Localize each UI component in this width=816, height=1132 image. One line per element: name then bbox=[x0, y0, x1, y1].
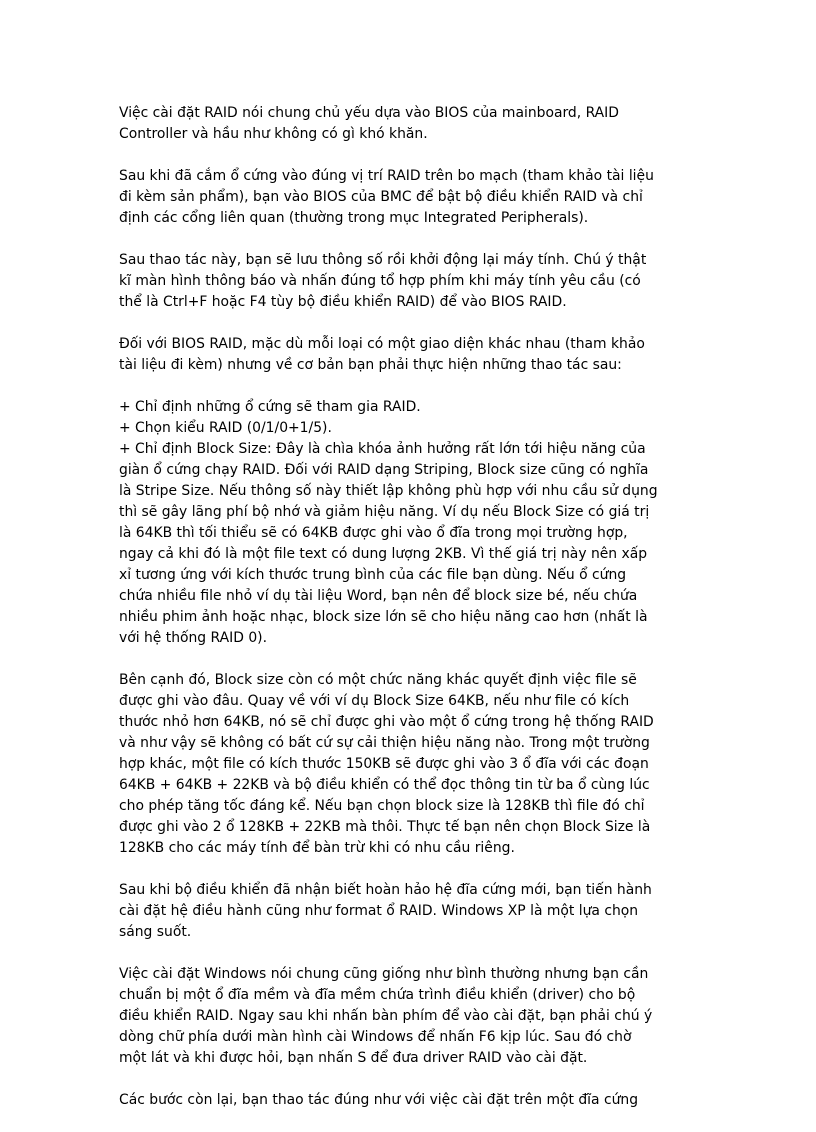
paragraph-os-install bbox=[119, 880, 709, 943]
paragraph-intro bbox=[119, 103, 709, 145]
text-line: Sau khi bộ điều khiển đã nhận biết hoàn hảo hệ đĩa cứng mới, bạn tiến hành bbox=[119, 882, 652, 898]
list-item: + Chỉ định những ổ cứng sẽ tham gia RAID. bbox=[119, 399, 421, 415]
text-line: và như vậy sẽ không có bất cứ sự cải thiện hiệu năng nào. Trong một trường bbox=[119, 735, 650, 751]
text-line: điều khiển RAID. Ngay sau khi nhấn bàn phím để vào cài đặt, bạn phải chú ý bbox=[119, 1008, 653, 1024]
text-line: Đối với BIOS RAID, mặc dù mỗi loại có một giao diện khác nhau (tham khảo bbox=[119, 336, 645, 352]
paragraph-remaining-steps bbox=[119, 1090, 709, 1111]
document-page bbox=[119, 103, 709, 1132]
paragraph-bios-setup bbox=[119, 166, 709, 229]
text-line: Việc cài đặt Windows nói chung cũng giống như bình thường nhưng bạn cần bbox=[119, 966, 649, 982]
text-line: Bên cạnh đó, Block size còn có một chức năng khác quyết định việc file sẽ bbox=[119, 672, 637, 688]
paragraph-block-size bbox=[119, 670, 709, 859]
text-line: tài liệu đi kèm) nhưng về cơ bản bạn phải thực hiện những thao tác sau: bbox=[119, 357, 622, 373]
text-line: được ghi vào đâu. Quay về với ví dụ Block Size 64KB, nếu như file có kích bbox=[119, 693, 630, 709]
text-line: 128KB cho các máy tính để bàn trừ khi có nhu cầu riêng. bbox=[119, 840, 515, 856]
text-line: kĩ màn hình thông báo và nhấn đúng tổ hợp phím khi máy tính yêu cầu (có bbox=[119, 273, 641, 289]
text-line: dòng chữ phía dưới màn hình cài Windows để nhấn F6 kịp lúc. Sau đó chờ bbox=[119, 1029, 632, 1045]
paragraph-reboot bbox=[119, 250, 709, 313]
paragraph-bios-raid bbox=[119, 334, 709, 376]
text-line: 64KB + 64KB + 22KB và bộ điều khiển có thể đọc thông tin từ ba ổ cùng lúc bbox=[119, 777, 650, 793]
text-line: đi kèm sản phẩm), bạn vào BIOS của BMC để bật bộ điều khiển RAID và chỉ bbox=[119, 189, 643, 205]
text-line: cho phép tăng tốc đáng kể. Nếu bạn chọn block size là 128KB thì file đó chỉ bbox=[119, 798, 645, 814]
text-line: được ghi vào 2 ổ 128KB + 22KB mà thôi. Thực tế bạn nên chọn Block Size là bbox=[119, 819, 651, 835]
text-line: Sau khi đã cắm ổ cứng vào đúng vị trí RAID trên bo mạch (tham khảo tài liệu bbox=[119, 168, 654, 184]
text-line: là Stripe Size. Nếu thông số này thiết lập không phù hợp với nhu cầu sử dụng bbox=[119, 483, 658, 499]
text-line: chuẩn bị một ổ đĩa mềm và đĩa mềm chứa trình điều khiển (driver) cho bộ bbox=[119, 987, 636, 1003]
text-line: hợp khác, một file có kích thước 150KB sẽ được ghi vào 3 ổ đĩa với các đoạn bbox=[119, 756, 649, 772]
text-line: xỉ tương ứng với kích thước trung bình của các file bạn dùng. Nếu ổ cứng bbox=[119, 567, 627, 583]
text-line: Các bước còn lại, bạn thao tác đúng như với việc cài đặt trên một đĩa cứng bbox=[119, 1092, 639, 1108]
text-line: Controller và hầu như không có gì khó khăn. bbox=[119, 126, 428, 142]
text-line: thể là Ctrl+F hoặc F4 tùy bộ điều khiển RAID) để vào BIOS RAID. bbox=[119, 294, 567, 310]
text-line: sáng suốt. bbox=[119, 924, 192, 940]
text-line: là 64KB thì tối thiểu sẽ có 64KB được ghi vào ổ đĩa trong mọi trường hợp, bbox=[119, 525, 628, 541]
text-line: ngay cả khi đó là một file text có dung lượng 2KB. Vì thế giá trị này nên xấp bbox=[119, 546, 648, 562]
text-line: Việc cài đặt RAID nói chung chủ yếu dựa vào BIOS của mainboard, RAID bbox=[119, 105, 619, 121]
text-line: thước nhỏ hơn 64KB, nó sẽ chỉ được ghi vào một ổ cứng trong hệ thống RAID bbox=[119, 714, 654, 730]
list-item: + Chỉ định Block Size: Đây là chìa khóa ảnh hưởng rất lớn tới hiệu năng của bbox=[119, 441, 646, 457]
text-line: nhiều phim ảnh hoặc nhạc, block size lớn sẽ cho hiệu năng cao hơn (nhất là bbox=[119, 609, 648, 625]
paragraph-windows-install bbox=[119, 964, 709, 1069]
text-line: Sau thao tác này, bạn sẽ lưu thông số rồi khởi động lại máy tính. Chú ý thật bbox=[119, 252, 647, 268]
text-line: định các cổng liên quan (thường trong mục Integrated Peripherals). bbox=[119, 210, 589, 226]
paragraph-steps-list bbox=[119, 397, 709, 649]
text-line: giàn ổ cứng chạy RAID. Đối với RAID dạng Striping, Block size cũng có nghĩa bbox=[119, 462, 649, 478]
text-line: với hệ thống RAID 0). bbox=[119, 630, 268, 646]
text-line: cài đặt hệ điều hành cũng như format ổ RAID. Windows XP là một lựa chọn bbox=[119, 903, 639, 919]
text-line: một lát và khi được hỏi, bạn nhấn S để đưa driver RAID vào cài đặt. bbox=[119, 1050, 588, 1066]
text-line: thì sẽ gây lãng phí bộ nhớ và giảm hiệu năng. Ví dụ nếu Block Size có giá trị bbox=[119, 504, 650, 520]
text-line: chứa nhiều file nhỏ ví dụ tài liệu Word, bạn nên để block size bé, nếu chứa bbox=[119, 588, 638, 604]
list-item: + Chọn kiểu RAID (0/1/0+1/5). bbox=[119, 420, 332, 436]
